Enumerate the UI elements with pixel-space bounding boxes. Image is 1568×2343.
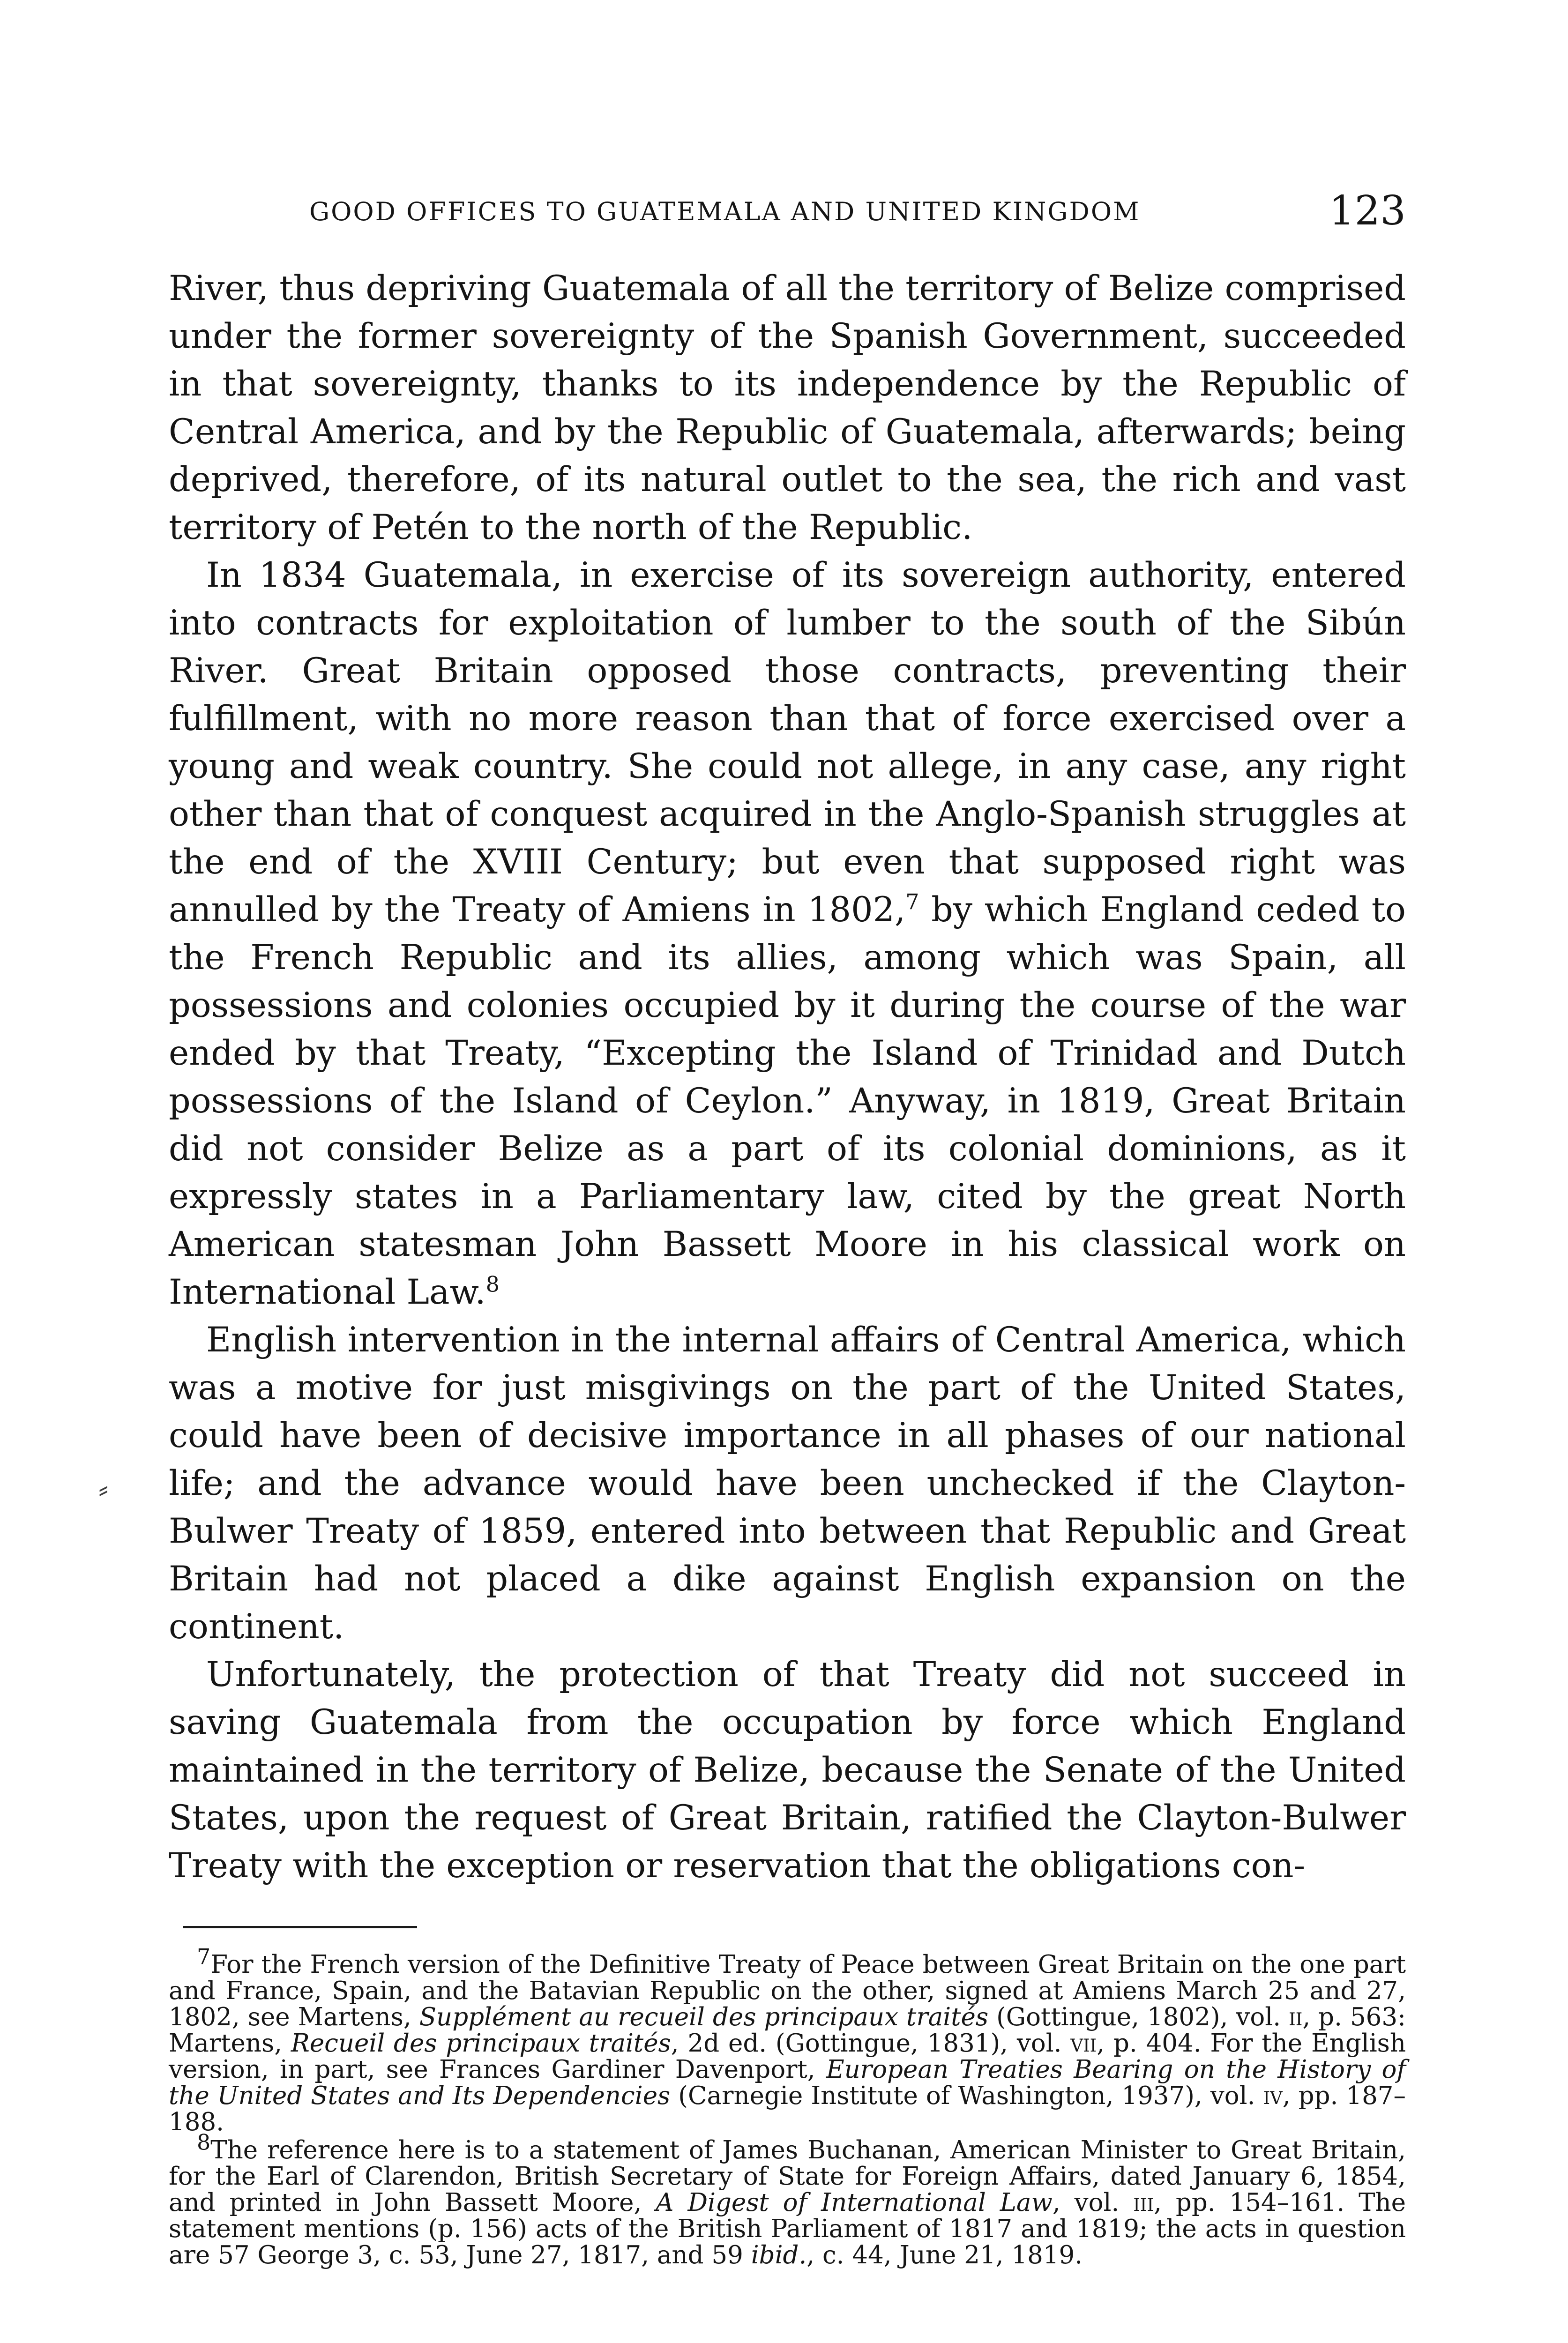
footnote-7-volume: iv <box>1263 2082 1283 2110</box>
paragraph-2 <box>169 552 1406 1316</box>
running-title: GOOD OFFICES TO GUATEMALA AND UNITED KINGDOM <box>309 197 1141 226</box>
footnote-7-text: , p. 563: Martens, <box>169 2003 1406 2058</box>
footnotes <box>169 1944 1406 2269</box>
body-text <box>169 265 1406 1890</box>
footnote-ref-8[interactable]: 8 <box>485 1271 500 1297</box>
footnote-7-text: , pp. 187–188. <box>169 2082 1406 2136</box>
footnote-8-text: , pp. 154–161. The statement mentions (p. 156) acts of the British Parliament of 1817 and 1819; the acts in question are 57 George 3, c. 53, June 27, 1817, and 59 <box>169 2188 1406 2269</box>
footnote-7-text: , p. 404. For the English version, in part, see Frances Gardiner Davenport, <box>169 2029 1406 2084</box>
footnote-7-title: Recueil des principaux traités <box>291 2029 671 2058</box>
footnote-8-volume: iii <box>1133 2188 1154 2217</box>
footnote-8 <box>169 2129 1406 2269</box>
footnote-7-marker: 7 <box>197 1944 211 1970</box>
footnote-8-title: ibid. <box>751 2241 807 2269</box>
page-number: 123 <box>1329 187 1406 234</box>
footnote-7-title: Supplément au recueil des principaux traités <box>419 2003 989 2031</box>
footnote-7-text: For the French version of the Definitive Treaty of Peace between Great Britain on the one part and France, Spain, and the Batavian Republic on the other, signed at Amiens March 25 and 27, 1802, see Martens, <box>169 1950 1406 2031</box>
footnote-7-text: (Carnegie Institute of Washington, 1937), vol. <box>670 2082 1263 2110</box>
footnote-7 <box>169 1944 1406 2136</box>
footnote-8-title: A Digest of International Law <box>656 2188 1053 2217</box>
footnote-8-text: , vol. <box>1052 2188 1134 2217</box>
footnote-7-text: , 2d ed. (Gottingue, 1831), vol. <box>671 2029 1071 2058</box>
paragraph-4: Unfortunately, the protection of that Treaty did not succeed in saving Guatemala from the occupation by force which England maintained in the territory of Belize, because the Senate of the United States, upon the request of Great Britain, ratified the Clayton-Bulwer Treaty with the exception or reservation that the obligations con- <box>169 1655 1406 1886</box>
footnote-8-marker: 8 <box>197 2129 211 2155</box>
footnote-7-volume: ii <box>1289 2003 1303 2031</box>
footnote-8-text: The reference here is to a statement of James Buchanan, American Minister to Great Britain, for the Earl of Clarendon, British Secretary of State for Foreign Affairs, dated January 6, 1854, and printed in John Bassett Moore, <box>169 2136 1406 2217</box>
footnote-ref-7[interactable]: 7 <box>905 889 919 915</box>
running-head <box>169 187 1406 239</box>
paragraph-1: River, thus depriving Guatemala of all the territory of Belize comprised under the former sovereignty of the Spanish Government, succeeded in that sovereignty, thanks to its independence by the Republic of Central America, and by the Republic of Guatemala, afterwards; being deprived, therefore, of its natural outlet to the sea, the rich and vast territory of Petén to the north of the Republic. <box>169 269 1406 547</box>
footnote-divider <box>183 1926 417 1928</box>
paragraph-2-part-b: by which England ceded to the French Republic and its allies, among which was Spain, all possessions and colonies occupied by it during the course of the war ended by that Treaty, “Excepting the Island of Trinidad and Dutch possessions of the Island of Ceylon.” Anyway, in 1819, Great Britain did not consider Belize as a part of its colonial dominions, as it expressly states in a Parliamentary law, cited by the great North American statesman John Bassett Moore in his classical work on International Law. <box>169 890 1406 1312</box>
paragraph-2-part-a: In 1834 Guatemala, in exercise of its sovereign authority, entered into contracts for exploitation of lumber to the south of the Sibún River. Great Britain opposed those contracts, preventing their fulfillment, with no more reason than that of force exercised over a young and weak country. She could not allege, in any case, any right other than that of conquest acquired in the Anglo-Spanish struggles at the end of the XVIII Century; but even that supposed right was annulled by the Treaty of Amiens in 1802, <box>169 555 1406 930</box>
margin-pencil-mark: ⸗ <box>98 1471 109 1506</box>
footnote-7-volume: vii <box>1070 2029 1097 2058</box>
footnote-7-text: (Gottingue, 1802), vol. <box>988 2003 1289 2031</box>
footnote-7-title: European Treaties Bearing on the History of the United States and Its Dependencies <box>169 2055 1406 2110</box>
paragraph-3: English intervention in the internal affairs of Central America, which was a motive for just misgivings on the part of the United States, could have been of decisive importance in all phases of our national life; and the advance would have been unchecked if the Clayton-Bulwer Treaty of 1859, entered into between that Republic and Great Britain had not placed a dike against English expansion on the continent. <box>169 1320 1406 1647</box>
footnote-8-text: , c. 44, June 21, 1819. <box>806 2241 1083 2269</box>
